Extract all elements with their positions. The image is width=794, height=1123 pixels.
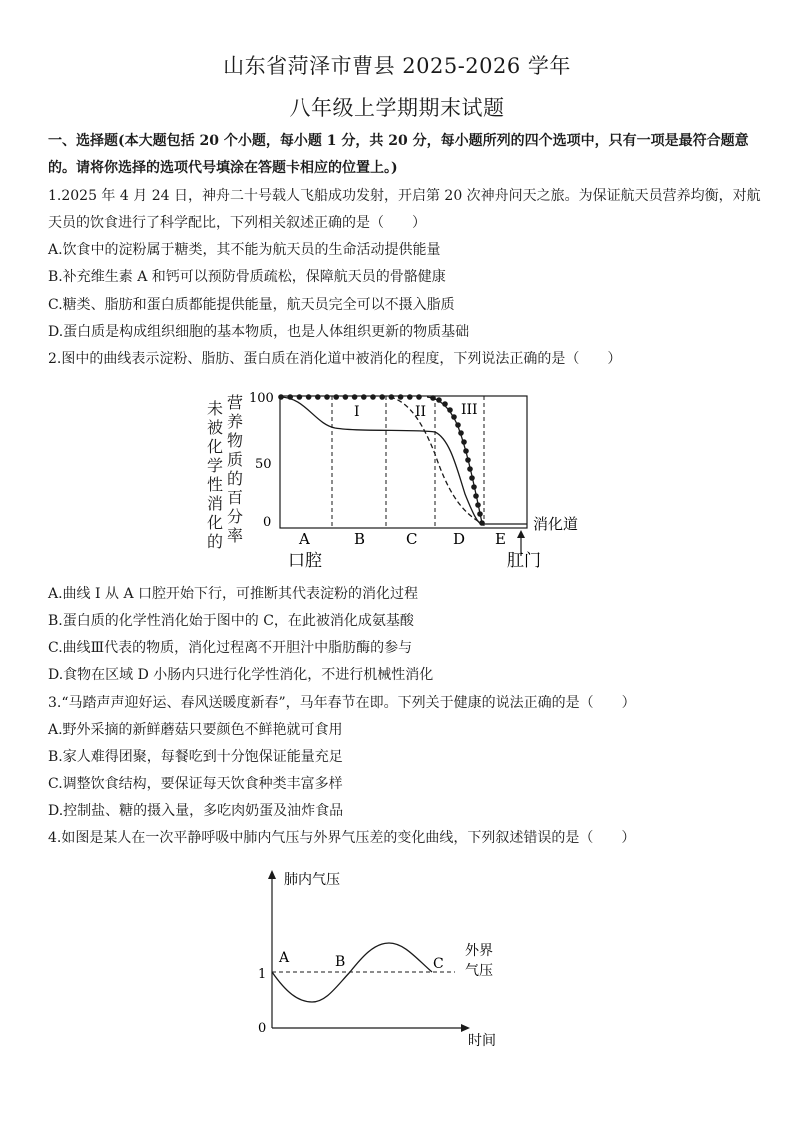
- figure2-ytick-0: 0: [258, 1021, 267, 1036]
- figure1-ylabel-col2-char: 养: [227, 412, 244, 431]
- figure1-region-b: B: [354, 530, 366, 548]
- figure1-ylabel-col1-char: 的: [207, 532, 224, 551]
- figure1-curve-3-dot: [306, 394, 312, 400]
- figure1-ylabel-col1-char: 化: [207, 513, 224, 532]
- question-1-option-c: C.糖类、脂肪和蛋白质都能提供能量，航天员完全可以不摄入脂质: [48, 297, 455, 313]
- question-3-option-c: C.调整饮食结构，要保证每天饮食种类丰富多样: [48, 776, 343, 792]
- figure1-ylabel-col2-char: 分: [227, 507, 244, 526]
- figure1-ylabel-col2-char: 的: [227, 469, 244, 488]
- figure1-curve-3-dot: [343, 394, 349, 400]
- figure2-outside-label-2: 气压: [465, 963, 493, 979]
- question-2-option-b: B.蛋白质的化学性消化始于图中的 C，在此被消化成氨基酸: [48, 613, 414, 629]
- figure1-curve-label-1: I: [354, 404, 360, 420]
- figure1-mouth-label: 口腔: [288, 551, 322, 571]
- question-1-option-d: D.蛋白质是构成组织细胞的基本物质，也是人体组织更新的物质基础: [48, 324, 470, 340]
- figure1-ylabel-col1-char: 化: [207, 437, 224, 456]
- figure1-curve-3-dot: [324, 394, 330, 400]
- figure1-anus-arrowhead: [517, 530, 525, 538]
- question-4-stem: 4.如图是某人在一次平静呼吸中肺内气压与外界气压差的变化曲线，下列叙述错误的是（ ）: [48, 830, 636, 846]
- figure1-curve-3-dot: [297, 394, 303, 400]
- figure1-ylabel-col1-char: 被: [207, 418, 224, 437]
- figure1-ylabel-col2-char: 物: [227, 431, 244, 450]
- figure1-curve-3-dot: [315, 394, 321, 400]
- figure1-ylabel-col2: [227, 393, 243, 545]
- question-3-option-a: A.野外采摘的新鲜蘑菇只要颜色不鲜艳就可食用: [48, 722, 343, 738]
- digestion-figure: [195, 384, 595, 574]
- figure1-ylabel-col1-char: 学: [207, 456, 224, 475]
- figure1-ylabel-col2-char: 质: [227, 450, 244, 469]
- section-intro-line2: 的。请将你选择的选项代号填涂在答题卡相应的位置上。): [48, 160, 398, 176]
- figure1-ylabel-col2-char: 率: [227, 526, 244, 545]
- paper-title-line2: 八年级上学期期末试题: [289, 96, 505, 120]
- figure1-ylabel-col1: [207, 399, 223, 551]
- figure1-region-c: C: [406, 530, 418, 548]
- figure1-region-d: D: [453, 530, 466, 548]
- figure1-ytick-100: 100: [249, 391, 274, 406]
- figure1-curve-3-dot: [379, 394, 385, 400]
- figure2-ylabel: 肺内气压: [284, 872, 340, 888]
- figure1-ylabel-col1-char: 性: [207, 475, 224, 494]
- figure1-curve-3-dot: [370, 394, 376, 400]
- question-1-option-a: A.饮食中的淀粉属于糖类，其不能为航天员的生命活动提供能量: [48, 242, 441, 258]
- question-3-stem: 3.“马踏声声迎好运、春风送暖度新春”，马年春节在即。下列关于健康的说法正确的是（ ）: [48, 695, 636, 711]
- question-2-option-a: A.曲线 I 从 A 口腔开始下行，可推断其代表淀粉的消化过程: [48, 586, 419, 602]
- question-2-stem: 2.图中的曲线表示淀粉、脂肪、蛋白质在消化道中被消化的程度，下列说法正确的是（ ）: [48, 351, 622, 367]
- figure1-curve-3-dot: [361, 394, 367, 400]
- figure1-curve-3-dot: [333, 394, 339, 400]
- question-3-option-b: B.家人难得团聚，每餐吃到十分饱保证能量充足: [48, 749, 343, 765]
- figure2-point-b: B: [335, 954, 346, 970]
- figure2-x-arrowhead: [461, 1024, 470, 1032]
- figure1-ylabel-col1-char: 消: [207, 494, 224, 513]
- figure1-curve-label-2: II: [415, 404, 427, 420]
- figure1-curve-3-dot: [416, 394, 422, 400]
- figure1-curve-3-dot: [278, 394, 284, 400]
- figure2-xlabel: 时间: [468, 1033, 496, 1049]
- question-2-option-c: C.曲线Ⅲ代表的物质，消化过程离不开胆汁中脂肪酶的参与: [48, 640, 413, 656]
- figure1-axis-end-label: 消化道: [533, 515, 579, 533]
- figure1-curve-3-dot: [407, 394, 413, 400]
- question-1-stem-line1: 1.2025 年 4 月 24 日，神舟二十号载人飞船成功发射，开启第 20 次神舟问天之旅。为保证航天员营养均衡，对航: [48, 188, 761, 204]
- question-3-option-d: D.控制盐、糖的摄入量，多吃肉奶蛋及油炸食品: [48, 803, 344, 819]
- figure1-curve-3-dot: [352, 394, 358, 400]
- figure1-curve-3-dot: [398, 394, 404, 400]
- figure1-ytick-50: 50: [255, 457, 272, 472]
- question-2-option-d: D.食物在区域 D 小肠内只进行化学性消化，不进行机械性消化: [48, 667, 434, 683]
- figure2-y-arrowhead: [268, 870, 276, 879]
- figure1-region-e: E: [495, 530, 506, 548]
- figure2-point-a: A: [279, 950, 290, 966]
- figure1-ylabel-col1-char: 未: [207, 399, 224, 418]
- section-intro-line1: 一、选择题(本大题包括 20 个小题，每小题 1 分，共 20 分，每小题所列的四个选项中，只有一项是最符合题意: [48, 133, 749, 149]
- figure1-ylabel-col2-char: 百: [227, 488, 244, 507]
- figure2-outside-label-1: 外界: [465, 943, 493, 959]
- figure1-curve-3-dot: [287, 394, 293, 400]
- figure1-ytick-0: 0: [263, 515, 272, 530]
- figure1-anus-label: 肛门: [507, 551, 541, 571]
- figure1-region-a: A: [299, 530, 310, 548]
- figure2-point-c: C: [433, 956, 444, 972]
- question-1-stem-line2: 天员的饮食进行了科学配比，下列相关叙述正确的是（ ）: [48, 215, 426, 231]
- figure1-plot-frame: [280, 396, 527, 528]
- figure1-curve-label-3: III: [461, 402, 478, 418]
- question-1-option-b: B.补充维生素 A 和钙可以预防骨质疏松，保障航天员的骨骼健康: [48, 269, 446, 285]
- figure1-ylabel-col2-char: 营: [227, 393, 244, 412]
- figure2-ytick-1: 1: [258, 967, 267, 982]
- lung-pressure-figure: [250, 862, 520, 1052]
- figure1-curve-3-dot: [389, 394, 395, 400]
- paper-title-line1: 山东省菏泽市曹县 2025-2026 学年: [223, 54, 571, 78]
